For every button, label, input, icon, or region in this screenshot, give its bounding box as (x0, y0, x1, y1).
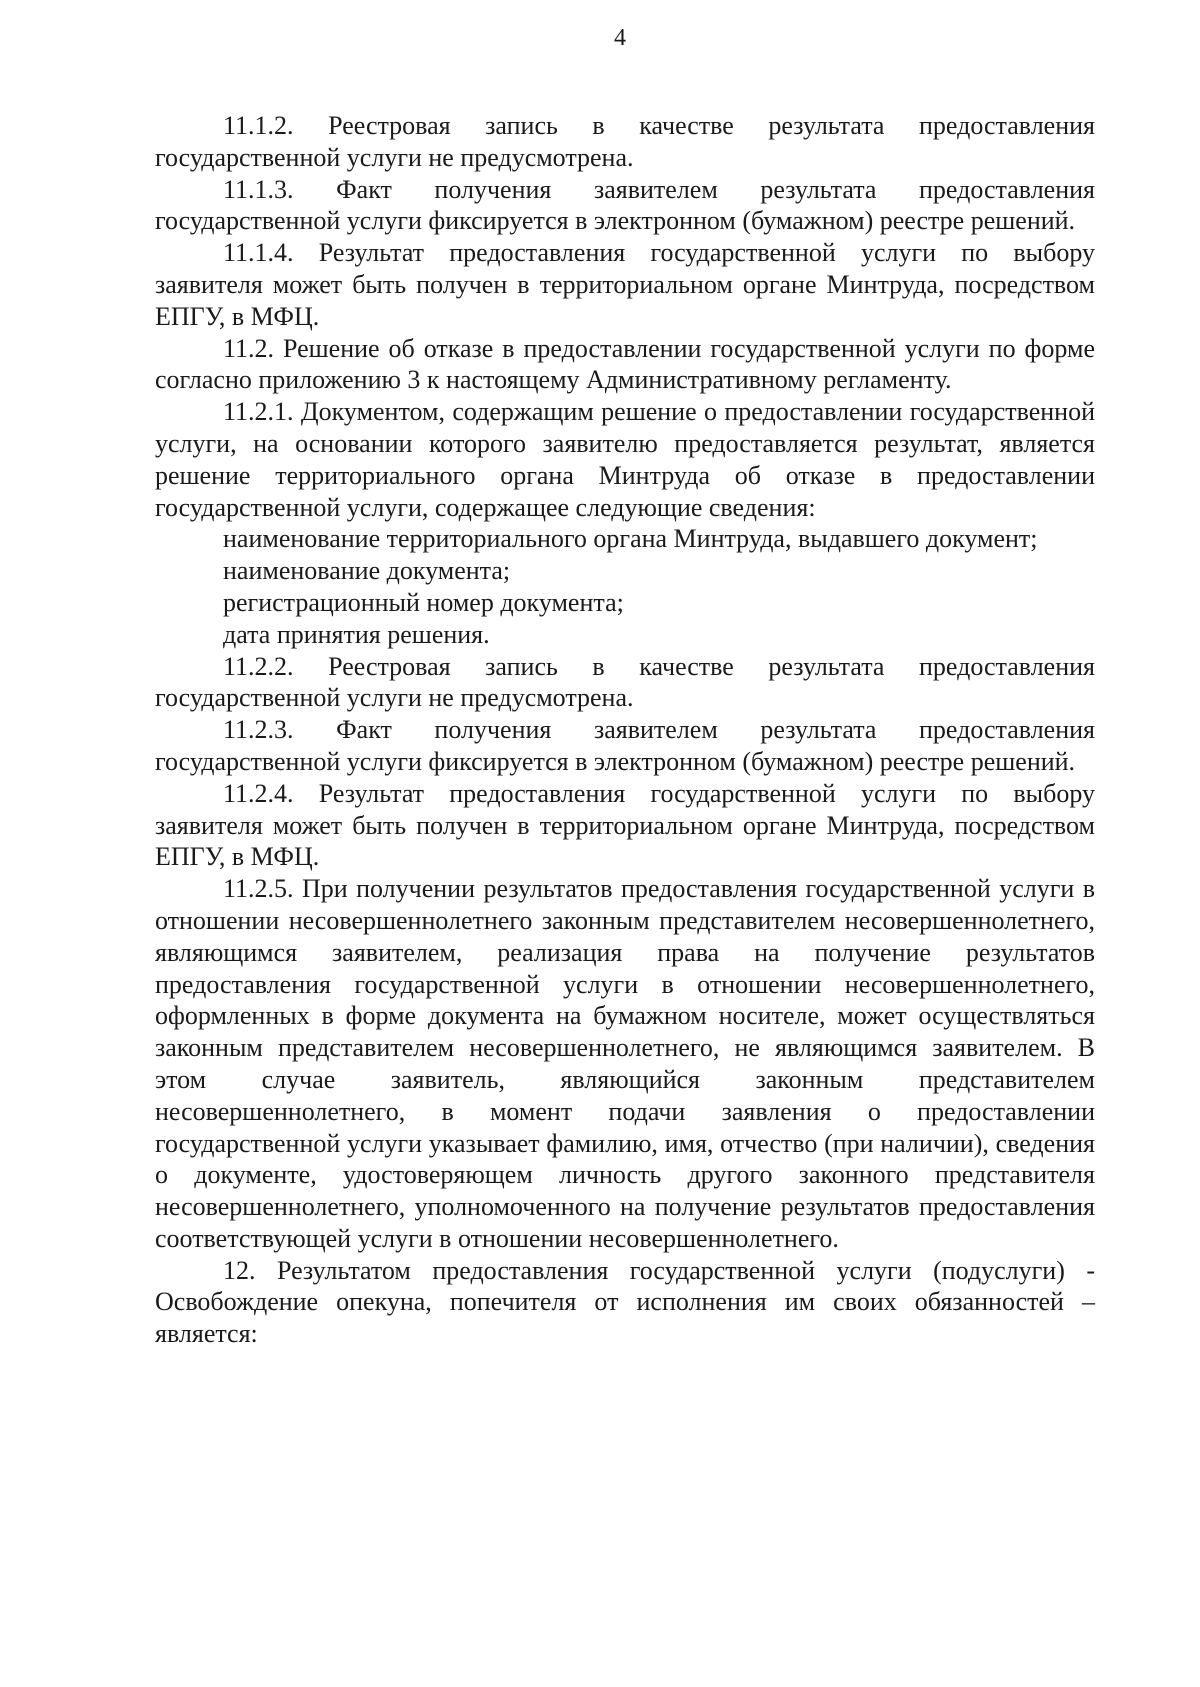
paragraph-11-1-2: 11.1.2. Реестровая запись в качестве результата предоставления государственной услуги не предусмотрена. (155, 111, 1095, 172)
paragraph-11-2-1: 11.2.1. Документом, содержащим решение о предоставлении государственной услуги, на основании которого заявителю предоставляется результат, является решение территориального органа Минтруда об отказе в предоставлении государственной услуги, содержащее следующие сведения: (155, 397, 1095, 522)
paragraph-11-2-5: 11.2.5. При получении результатов предоставления государственной услуги в отношении несовершеннолетнего законным представителем несовершеннолетнего, являющимся заявителем, реализация права на получение результатов предоставления государственной услуги в отношении несовершеннолетнего, оформленных в форме документа на бумажном носителе, может осуществляться законным представителем несовершеннолетнего, не являющимся заявителем. В этом случае заявитель, являющийся законным представителем несовершеннолетнего, в момент подачи заявления о предоставлении государственной услуги указывает фамилию, имя, отчество (при наличии), сведения о документе, удостоверяющем личность другого законного представителя несовершеннолетнего, уполномоченного на получение результатов предоставления соответствующей услуги в отношении несовершеннолетнего. (155, 874, 1095, 1253)
list-item-registration-number: регистрационный номер документа; (223, 587, 624, 617)
list-item-decision-date: дата принятия решения. (223, 619, 490, 649)
paragraph-11-1-4: 11.1.4. Результат предоставления государственной услуги по выбору заявителя может быть получен в территориальном органе Минтруда, посредством ЕПГУ, в МФЦ. (155, 238, 1095, 331)
paragraph-12: 12. Результатом предоставления государственной услуги (подуслуги) - Освобождение опекуна, попечителя от исполнения им своих обязанностей – является: (155, 1255, 1095, 1349)
list-item-document-name: наименование документа; (223, 556, 511, 586)
paragraph-11-2: 11.2. Решение об отказе в предоставлении государственной услуги по форме согласно приложению 3 к настоящему Административному регламенту. (155, 333, 1095, 395)
list-item-issuing-authority: наименование территориального органа Минтруда, выдавшего документ; (223, 524, 1038, 554)
paragraph-11-1-3: 11.1.3. Факт получения заявителем результата предоставления государственной услуги фиксируется в электронном (бумажном) реестре решений. (155, 174, 1095, 236)
paragraph-11-2-4: 11.2.4. Результат предоставления государственной услуги по выбору заявителя может быть получен в территориальном органе Минтруда, посредством ЕПГУ, в МФЦ. (155, 778, 1095, 872)
document-body (155, 110, 1095, 1350)
paragraph-11-2-2: 11.2.2. Реестровая запись в качестве результата предоставления государственной услуги не предусмотрена. (155, 651, 1095, 713)
paragraph-11-2-3: 11.2.3. Факт получения заявителем результата предоставления государственной услуги фиксируется в электронном (бумажном) реестре решений. (155, 715, 1095, 776)
page-number: 4 (614, 25, 626, 51)
